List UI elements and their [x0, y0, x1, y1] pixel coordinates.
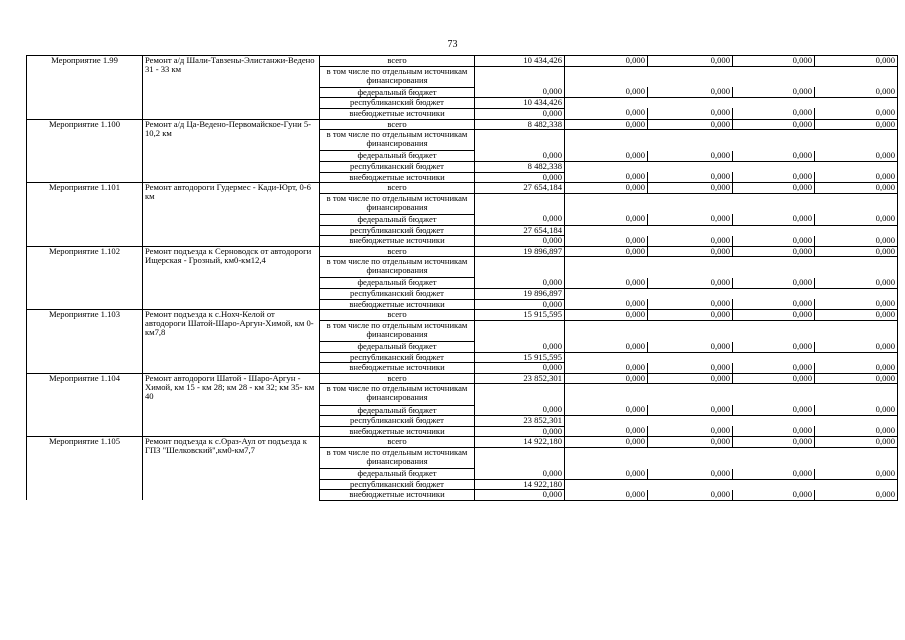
amount-cell: 0,000 — [648, 490, 733, 501]
amount-cell: 0,000 — [733, 426, 815, 437]
amount-cell: 0,000 — [648, 56, 733, 67]
amount-cell: 0,000 — [475, 469, 565, 480]
amount-cell: 0,000 — [815, 151, 898, 162]
amount-cell: 0,000 — [815, 310, 898, 321]
amount-cell: 0,000 — [733, 87, 815, 98]
amount-cell: 0,000 — [648, 363, 733, 374]
amount-cell: 0,000 — [815, 490, 898, 501]
amount-cell — [565, 98, 648, 109]
amount-cell: 0,000 — [815, 236, 898, 247]
amount-cell: 0,000 — [565, 151, 648, 162]
amount-cell: 19 896,897 — [475, 289, 565, 300]
amount-cell — [648, 352, 733, 363]
amount-cell: 0,000 — [565, 299, 648, 310]
funding-source: федеральный бюджет — [320, 87, 475, 98]
amount-cell — [648, 130, 733, 151]
amount-cell: 0,000 — [733, 490, 815, 501]
amount-cell — [648, 447, 733, 468]
funding-source: в том числе по отдельным источникам финансирования — [320, 130, 475, 151]
amount-cell: 15 915,595 — [475, 352, 565, 363]
amount-cell: 0,000 — [733, 183, 815, 194]
table-row — [27, 373, 898, 384]
amount-cell: 0,000 — [648, 236, 733, 247]
table-row — [27, 56, 898, 67]
funding-source: всего — [320, 246, 475, 257]
measure-id: Мероприятие 1.101 — [27, 183, 143, 247]
measure-id: Мероприятие 1.100 — [27, 119, 143, 183]
amount-cell — [733, 320, 815, 341]
amount-cell: 0,000 — [733, 437, 815, 448]
amount-cell: 0,000 — [733, 373, 815, 384]
funding-source: внебюджетные источники — [320, 363, 475, 374]
amount-cell: 0,000 — [565, 342, 648, 353]
amount-cell: 0,000 — [815, 246, 898, 257]
amount-cell: 0,000 — [815, 214, 898, 225]
amount-cell: 0,000 — [815, 183, 898, 194]
amount-cell: 0,000 — [733, 214, 815, 225]
amount-cell — [648, 257, 733, 278]
amount-cell: 0,000 — [815, 437, 898, 448]
amount-cell: 10 434,426 — [475, 98, 565, 109]
amount-cell — [648, 225, 733, 236]
amount-cell — [733, 98, 815, 109]
measure-name: Ремонт а/д Шали-Тавзены-Элистанжи-Ведено 31 - 33 км — [143, 56, 320, 120]
table-row — [27, 183, 898, 194]
amount-cell — [565, 161, 648, 172]
amount-cell: 0,000 — [815, 469, 898, 480]
funding-source: республиканский бюджет — [320, 352, 475, 363]
amount-cell: 0,000 — [815, 342, 898, 353]
funding-source: в том числе по отдельным источникам финансирования — [320, 66, 475, 87]
amount-cell: 0,000 — [648, 299, 733, 310]
amount-cell: 0,000 — [733, 310, 815, 321]
amount-cell — [565, 479, 648, 490]
budget-table — [26, 55, 898, 501]
amount-cell: 0,000 — [565, 437, 648, 448]
amount-cell: 0,000 — [815, 405, 898, 416]
amount-cell: 0,000 — [733, 246, 815, 257]
amount-cell — [733, 447, 815, 468]
amount-cell: 0,000 — [475, 172, 565, 183]
amount-cell — [648, 384, 733, 405]
amount-cell: 0,000 — [475, 108, 565, 119]
amount-cell: 0,000 — [733, 363, 815, 374]
amount-cell — [565, 257, 648, 278]
amount-cell: 8 482,338 — [475, 119, 565, 130]
amount-cell: 0,000 — [475, 342, 565, 353]
amount-cell — [648, 479, 733, 490]
amount-cell: 0,000 — [648, 373, 733, 384]
measure-name: Ремонт подъезда к Серноводск от автодороги Ищерская - Грозный, км0-км12,4 — [143, 246, 320, 310]
table-row — [27, 119, 898, 130]
funding-source: всего — [320, 119, 475, 130]
amount-cell — [815, 384, 898, 405]
amount-cell — [815, 225, 898, 236]
amount-cell: 0,000 — [648, 310, 733, 321]
amount-cell — [565, 447, 648, 468]
funding-source: республиканский бюджет — [320, 289, 475, 300]
measure-name: Ремонт а/д Ца-Ведено-Первомайское-Гуни 5-10,2 км — [143, 119, 320, 183]
amount-cell: 0,000 — [648, 108, 733, 119]
funding-source: в том числе по отдельным источникам финансирования — [320, 447, 475, 468]
amount-cell: 0,000 — [648, 172, 733, 183]
funding-source: федеральный бюджет — [320, 405, 475, 416]
funding-source: внебюджетные источники — [320, 108, 475, 119]
amount-cell — [733, 130, 815, 151]
funding-source: федеральный бюджет — [320, 151, 475, 162]
measure-id: Мероприятие 1.99 — [27, 56, 143, 120]
measure-id: Мероприятие 1.105 — [27, 437, 143, 501]
funding-source: республиканский бюджет — [320, 416, 475, 427]
funding-source: всего — [320, 310, 475, 321]
amount-cell: 0,000 — [475, 214, 565, 225]
amount-cell: 0,000 — [648, 426, 733, 437]
amount-cell: 0,000 — [648, 151, 733, 162]
funding-source: внебюджетные источники — [320, 299, 475, 310]
amount-cell: 8 482,338 — [475, 161, 565, 172]
amount-cell: 14 922,180 — [475, 437, 565, 448]
table-row — [27, 437, 898, 448]
funding-source: федеральный бюджет — [320, 469, 475, 480]
amount-cell — [733, 384, 815, 405]
amount-cell: 0,000 — [475, 278, 565, 289]
amount-cell: 0,000 — [475, 236, 565, 247]
amount-cell: 0,000 — [815, 119, 898, 130]
amount-cell: 0,000 — [475, 426, 565, 437]
amount-cell — [475, 193, 565, 214]
amount-cell: 0,000 — [565, 236, 648, 247]
amount-cell — [815, 130, 898, 151]
funding-source: всего — [320, 437, 475, 448]
amount-cell — [733, 193, 815, 214]
amount-cell — [733, 479, 815, 490]
amount-cell — [733, 289, 815, 300]
amount-cell: 0,000 — [733, 151, 815, 162]
amount-cell: 23 852,301 — [475, 373, 565, 384]
amount-cell: 27 654,184 — [475, 225, 565, 236]
amount-cell: 0,000 — [648, 342, 733, 353]
amount-cell — [648, 161, 733, 172]
measure-id: Мероприятие 1.102 — [27, 246, 143, 310]
amount-cell: 0,000 — [475, 299, 565, 310]
amount-cell: 0,000 — [733, 278, 815, 289]
amount-cell — [648, 416, 733, 427]
amount-cell — [733, 161, 815, 172]
amount-cell: 0,000 — [733, 299, 815, 310]
amount-cell: 0,000 — [733, 108, 815, 119]
funding-source: в том числе по отдельным источникам финансирования — [320, 320, 475, 341]
amount-cell: 27 654,184 — [475, 183, 565, 194]
amount-cell: 0,000 — [733, 236, 815, 247]
amount-cell — [815, 352, 898, 363]
amount-cell: 0,000 — [733, 56, 815, 67]
amount-cell — [815, 161, 898, 172]
funding-source: федеральный бюджет — [320, 278, 475, 289]
amount-cell: 0,000 — [815, 108, 898, 119]
funding-source: всего — [320, 56, 475, 67]
amount-cell: 14 922,180 — [475, 479, 565, 490]
amount-cell: 0,000 — [648, 214, 733, 225]
amount-cell — [648, 289, 733, 300]
amount-cell — [815, 416, 898, 427]
measure-name: Ремонт подъезда к с.Ораз-Аул от подъезда к ГПЗ "Шелковский",км0-км7,7 — [143, 437, 320, 501]
amount-cell — [733, 66, 815, 87]
amount-cell — [565, 352, 648, 363]
amount-cell: 0,000 — [565, 405, 648, 416]
funding-source: внебюджетные источники — [320, 490, 475, 501]
amount-cell: 0,000 — [565, 87, 648, 98]
funding-source: республиканский бюджет — [320, 98, 475, 109]
amount-cell: 0,000 — [475, 151, 565, 162]
amount-cell: 0,000 — [733, 342, 815, 353]
amount-cell: 0,000 — [565, 490, 648, 501]
amount-cell — [648, 193, 733, 214]
measure-name: Ремонт автодороги Гудермес - Кади-Юрт, 0-6 км — [143, 183, 320, 247]
amount-cell — [565, 193, 648, 214]
amount-cell — [475, 130, 565, 151]
measure-name: Ремонт автодороги Шатой - Шаро-Аргун - Химой, км 15 - км 28; км 28 - км 32; км 35- км 40 — [143, 373, 320, 437]
funding-source: в том числе по отдельным источникам финансирования — [320, 193, 475, 214]
amount-cell: 0,000 — [565, 214, 648, 225]
funding-source: внебюджетные источники — [320, 172, 475, 183]
amount-cell: 0,000 — [565, 119, 648, 130]
amount-cell: 0,000 — [648, 183, 733, 194]
amount-cell: 0,000 — [565, 56, 648, 67]
amount-cell — [475, 257, 565, 278]
amount-cell: 0,000 — [648, 246, 733, 257]
funding-source: федеральный бюджет — [320, 342, 475, 353]
amount-cell: 0,000 — [815, 278, 898, 289]
amount-cell — [475, 66, 565, 87]
amount-cell: 0,000 — [475, 490, 565, 501]
amount-cell — [648, 66, 733, 87]
measure-name: Ремонт подъезда к с.Нохч-Келой от автодороги Шатой-Шаро-Аргун-Химой, км 0-км7,8 — [143, 310, 320, 374]
amount-cell — [733, 257, 815, 278]
table-body — [27, 56, 898, 501]
amount-cell: 19 896,897 — [475, 246, 565, 257]
amount-cell — [648, 320, 733, 341]
amount-cell — [733, 416, 815, 427]
amount-cell — [733, 225, 815, 236]
amount-cell — [815, 257, 898, 278]
amount-cell: 0,000 — [733, 469, 815, 480]
amount-cell: 0,000 — [648, 87, 733, 98]
amount-cell — [475, 384, 565, 405]
page-number: 73 — [447, 39, 458, 50]
amount-cell — [565, 416, 648, 427]
amount-cell — [565, 320, 648, 341]
funding-source: федеральный бюджет — [320, 214, 475, 225]
amount-cell: 10 434,426 — [475, 56, 565, 67]
amount-cell: 0,000 — [565, 373, 648, 384]
amount-cell: 0,000 — [815, 363, 898, 374]
amount-cell: 0,000 — [565, 278, 648, 289]
amount-cell — [565, 384, 648, 405]
amount-cell: 0,000 — [815, 426, 898, 437]
amount-cell — [815, 320, 898, 341]
amount-cell: 0,000 — [565, 108, 648, 119]
amount-cell: 0,000 — [733, 172, 815, 183]
amount-cell — [815, 98, 898, 109]
amount-cell: 0,000 — [733, 119, 815, 130]
amount-cell — [565, 130, 648, 151]
amount-cell — [815, 479, 898, 490]
funding-source: всего — [320, 183, 475, 194]
funding-source: республиканский бюджет — [320, 161, 475, 172]
amount-cell — [815, 447, 898, 468]
amount-cell: 0,000 — [565, 246, 648, 257]
table-row — [27, 310, 898, 321]
amount-cell: 0,000 — [815, 56, 898, 67]
amount-cell: 0,000 — [648, 119, 733, 130]
funding-source: в том числе по отдельным источникам финансирования — [320, 257, 475, 278]
amount-cell: 0,000 — [475, 363, 565, 374]
amount-cell: 0,000 — [648, 278, 733, 289]
funding-source: республиканский бюджет — [320, 479, 475, 490]
measure-id: Мероприятие 1.103 — [27, 310, 143, 374]
amount-cell: 0,000 — [648, 437, 733, 448]
amount-cell: 23 852,301 — [475, 416, 565, 427]
funding-source: всего — [320, 373, 475, 384]
funding-source: в том числе по отдельным источникам финансирования — [320, 384, 475, 405]
amount-cell — [815, 289, 898, 300]
funding-source: внебюджетные источники — [320, 236, 475, 247]
amount-cell: 0,000 — [815, 87, 898, 98]
amount-cell — [815, 66, 898, 87]
amount-cell — [475, 320, 565, 341]
amount-cell: 0,000 — [815, 172, 898, 183]
amount-cell: 0,000 — [565, 172, 648, 183]
amount-cell — [815, 193, 898, 214]
amount-cell — [565, 225, 648, 236]
amount-cell — [648, 98, 733, 109]
amount-cell — [475, 447, 565, 468]
amount-cell: 0,000 — [475, 405, 565, 416]
amount-cell: 0,000 — [648, 405, 733, 416]
amount-cell: 0,000 — [815, 373, 898, 384]
funding-source: республиканский бюджет — [320, 225, 475, 236]
amount-cell: 0,000 — [565, 310, 648, 321]
amount-cell: 0,000 — [648, 469, 733, 480]
amount-cell: 0,000 — [815, 299, 898, 310]
measure-id: Мероприятие 1.104 — [27, 373, 143, 437]
amount-cell: 0,000 — [475, 87, 565, 98]
amount-cell: 0,000 — [565, 469, 648, 480]
amount-cell: 0,000 — [565, 363, 648, 374]
amount-cell — [565, 66, 648, 87]
amount-cell — [565, 289, 648, 300]
amount-cell — [733, 352, 815, 363]
amount-cell: 0,000 — [565, 183, 648, 194]
amount-cell: 15 915,595 — [475, 310, 565, 321]
amount-cell: 0,000 — [565, 426, 648, 437]
funding-source: внебюджетные источники — [320, 426, 475, 437]
amount-cell: 0,000 — [733, 405, 815, 416]
table-row — [27, 246, 898, 257]
